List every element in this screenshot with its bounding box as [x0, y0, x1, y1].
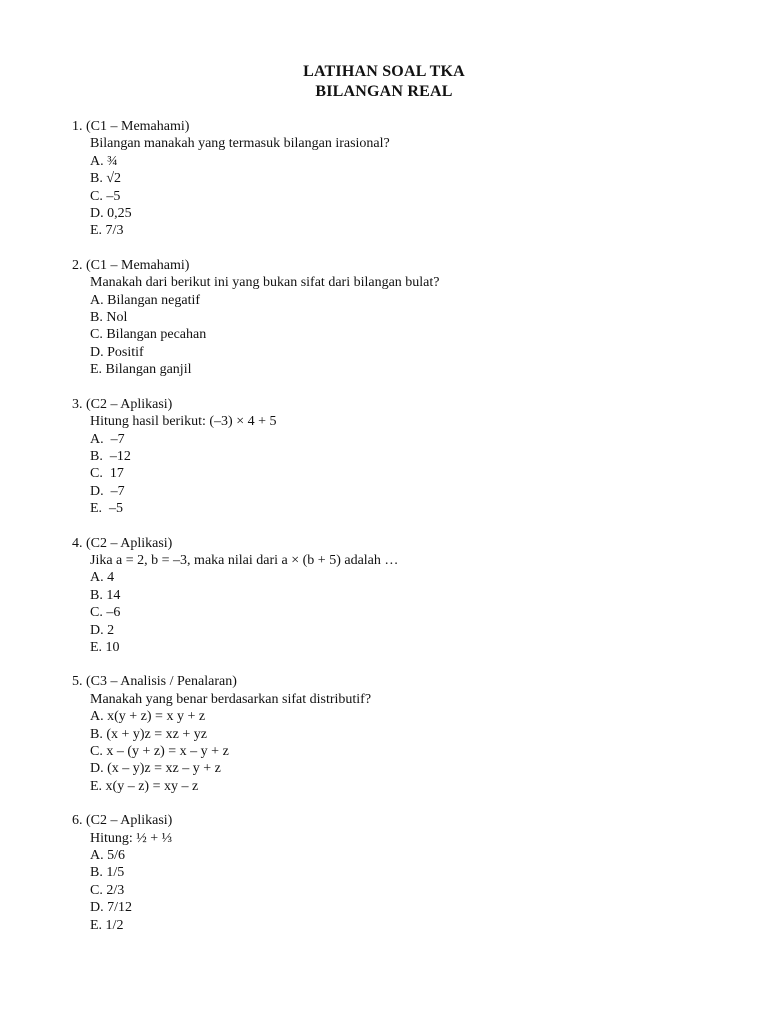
question-1: [72, 118, 712, 240]
option-b: B. √2: [90, 171, 122, 187]
option-b: B. (x + y)z = xz + yz: [90, 726, 207, 742]
question-3: [72, 396, 712, 518]
question-text: Manakah yang benar berdasarkan sifat distributif?: [90, 691, 372, 707]
option-a: A. Bilangan negatif: [90, 292, 201, 308]
question-text: Manakah dari berikut ini yang bukan sifat dari bilangan bulat?: [90, 275, 440, 291]
question-text: Hitung: ½ + ⅓: [90, 830, 173, 846]
option-b: B. 1/5: [90, 865, 125, 881]
document-title: [0, 62, 768, 102]
option-c: C. Bilangan pecahan: [90, 327, 207, 343]
option-e: E. –5: [90, 501, 124, 517]
option-e: E. 7/3: [90, 223, 124, 239]
option-e: E. x(y – z) = xy – z: [90, 778, 199, 794]
question-text: Jika a = 2, b = –3, maka nilai dari a × (b + 5) adalah …: [90, 552, 399, 568]
question-body: [72, 552, 712, 656]
question-body: [72, 274, 712, 378]
option-d: D. 2: [90, 622, 115, 638]
title-line-2: BILANGAN REAL: [315, 83, 453, 100]
question-header: 1. (C1 – Memahami): [72, 119, 190, 134]
option-d: D. Positif: [90, 344, 144, 360]
option-b: B. Nol: [90, 310, 128, 326]
option-a: A. 5/6: [90, 848, 125, 864]
question-list: [72, 118, 712, 951]
option-a: A. 4: [90, 570, 115, 586]
option-c: C. –6: [90, 605, 121, 621]
title-line-1: LATIHAN SOAL TKA: [303, 63, 465, 80]
question-header: 6. (C2 – Aplikasi): [72, 813, 173, 829]
question-4: [72, 535, 712, 657]
option-a: A. –7: [90, 431, 125, 447]
question-body: [72, 691, 712, 795]
option-d: D. 7/12: [90, 900, 132, 916]
question-header: 3. (C2 – Aplikasi): [72, 396, 173, 412]
question-body: [72, 830, 712, 934]
option-e: E. Bilangan ganjil: [90, 362, 192, 378]
question-body: [72, 135, 712, 239]
question-text: Hitung hasil berikut: (–3) × 4 + 5: [90, 414, 277, 430]
option-e: E. 1/2: [90, 917, 124, 933]
option-b: B. 14: [90, 587, 121, 603]
option-c: C. 2/3: [90, 882, 125, 898]
question-6: [72, 812, 712, 934]
question-header: 5. (C3 – Analisis / Penalaran): [72, 674, 237, 690]
option-d: D. –7: [90, 483, 125, 499]
option-e: E. 10: [90, 639, 120, 655]
question-header: 2. (C1 – Memahami): [72, 257, 190, 273]
option-c: C. –5: [90, 188, 121, 204]
question-2: [72, 257, 712, 379]
option-d: D. (x – y)z = xz – y + z: [90, 761, 221, 777]
question-5: [72, 673, 712, 795]
question-text: Bilangan manakah yang termasuk bilangan irasional?: [90, 136, 390, 152]
option-b: B. –12: [90, 448, 131, 464]
option-a: A. ¾: [90, 153, 118, 169]
option-a: A. x(y + z) = x y + z: [90, 709, 206, 725]
option-c: C. 17: [90, 466, 124, 482]
question-body: [72, 413, 712, 517]
option-c: C. x – (y + z) = x – y + z: [90, 744, 229, 759]
option-d: D. 0,25: [90, 206, 132, 222]
question-header: 4. (C2 – Aplikasi): [72, 535, 173, 551]
